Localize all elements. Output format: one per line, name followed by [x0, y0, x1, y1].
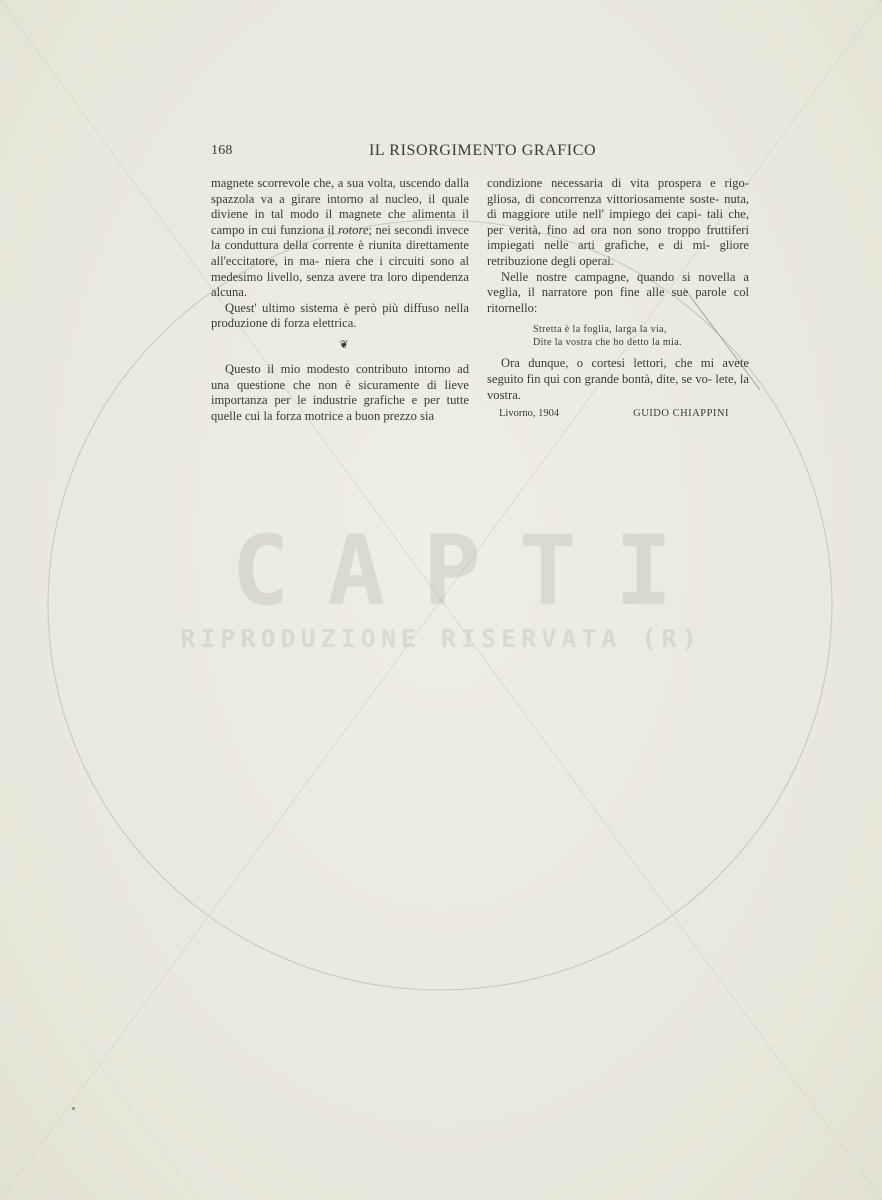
paragraph — [487, 356, 749, 403]
watermark-logo: CAPTI — [231, 515, 711, 627]
text-line: Questo il mio modesto contributo intorno ad — [225, 361, 469, 376]
text-line: quelle cui la forza motrice a buon prezzo sia — [211, 408, 435, 423]
text-line: il quale diviene in tal modo il magnete che — [211, 191, 469, 222]
text-line: niera che i circuiti sono al medesimo livello, — [211, 253, 469, 284]
text-line: gliosa, di concorrenza vittoriosamente soste- — [487, 191, 720, 206]
text-line: senza avere tra loro dipendenza alcuna. — [211, 269, 469, 300]
verse-line: Stretta è la foglia, larga la via, — [533, 324, 667, 336]
verse-quote — [533, 323, 749, 349]
text-line: gliore retribuzione degli operai. — [487, 238, 750, 268]
text-line: nei secondi invece la conduttura della corrente — [211, 222, 470, 253]
page-number: 168 — [211, 143, 233, 158]
text-line: una questione che non è sicuramente di lieve — [211, 377, 469, 392]
running-title: IL RISORGIMENTO GRAFICO — [369, 142, 597, 159]
ornament-icon: ❦ — [339, 338, 349, 351]
text-line: nuta, di maggiore utile nell' impiego dei capi- — [487, 191, 749, 222]
text-line: magnete scorrevole che, a sua volta, uscendo — [211, 176, 441, 190]
text-line: condizione necessaria di vita prospera e rigo- — [487, 176, 749, 190]
text-line: ritornello: — [487, 300, 538, 315]
paragraph — [487, 270, 749, 317]
signature-name: GUIDO CHIAPPINI — [633, 408, 729, 420]
paragraph — [487, 176, 749, 270]
text-line: nella produzione di forza elettrica. — [211, 300, 469, 331]
text-line: Nelle nostre campagne, quando si novella a — [501, 269, 749, 284]
paragraph — [211, 176, 469, 301]
text-line: tali che, per verità, fino ad ora non sono troppo — [487, 207, 749, 237]
text-line: Quest' ultimo sistema è però più diffuso — [225, 300, 440, 315]
left-column — [211, 176, 469, 424]
text-line: seguito fin qui con grande bontà, dite, se vo- — [487, 371, 713, 386]
page-header — [211, 143, 749, 163]
text-line: fruttiferi impiegati nelle arti grafiche, e di mi- — [487, 222, 749, 253]
text-line: Ora dunque, o cortesi lettori, che mi avete — [501, 356, 749, 371]
paragraph — [211, 301, 469, 332]
signature-block — [487, 406, 749, 422]
paper-speck — [72, 1107, 75, 1110]
verse-line: Dite la vostra che ho detto la mia. — [533, 337, 682, 349]
italic-term: rotore — [337, 222, 369, 237]
punctuation: ; — [368, 222, 373, 237]
paragraph — [211, 362, 469, 424]
signature-place-date: Livorno, 1904 — [499, 408, 560, 420]
text-line: lete, la vostra. — [487, 371, 749, 402]
text-line: importanza per le industrie grafiche e per tutte — [211, 393, 469, 408]
right-column — [487, 176, 749, 422]
watermark-subtitle: RIPRODUZIONE RISERVATA (R) — [180, 624, 702, 653]
text-line: veglia, il narratore pon fine alle sue parole col — [487, 285, 749, 300]
text-line: alimenta il campo in cui funziona il — [211, 207, 469, 237]
text-line: è riunita direttamente all'eccitatore, in ma- — [211, 238, 469, 268]
text-line: dalla spazzola va a girare intorno al nucleo, — [211, 176, 469, 206]
